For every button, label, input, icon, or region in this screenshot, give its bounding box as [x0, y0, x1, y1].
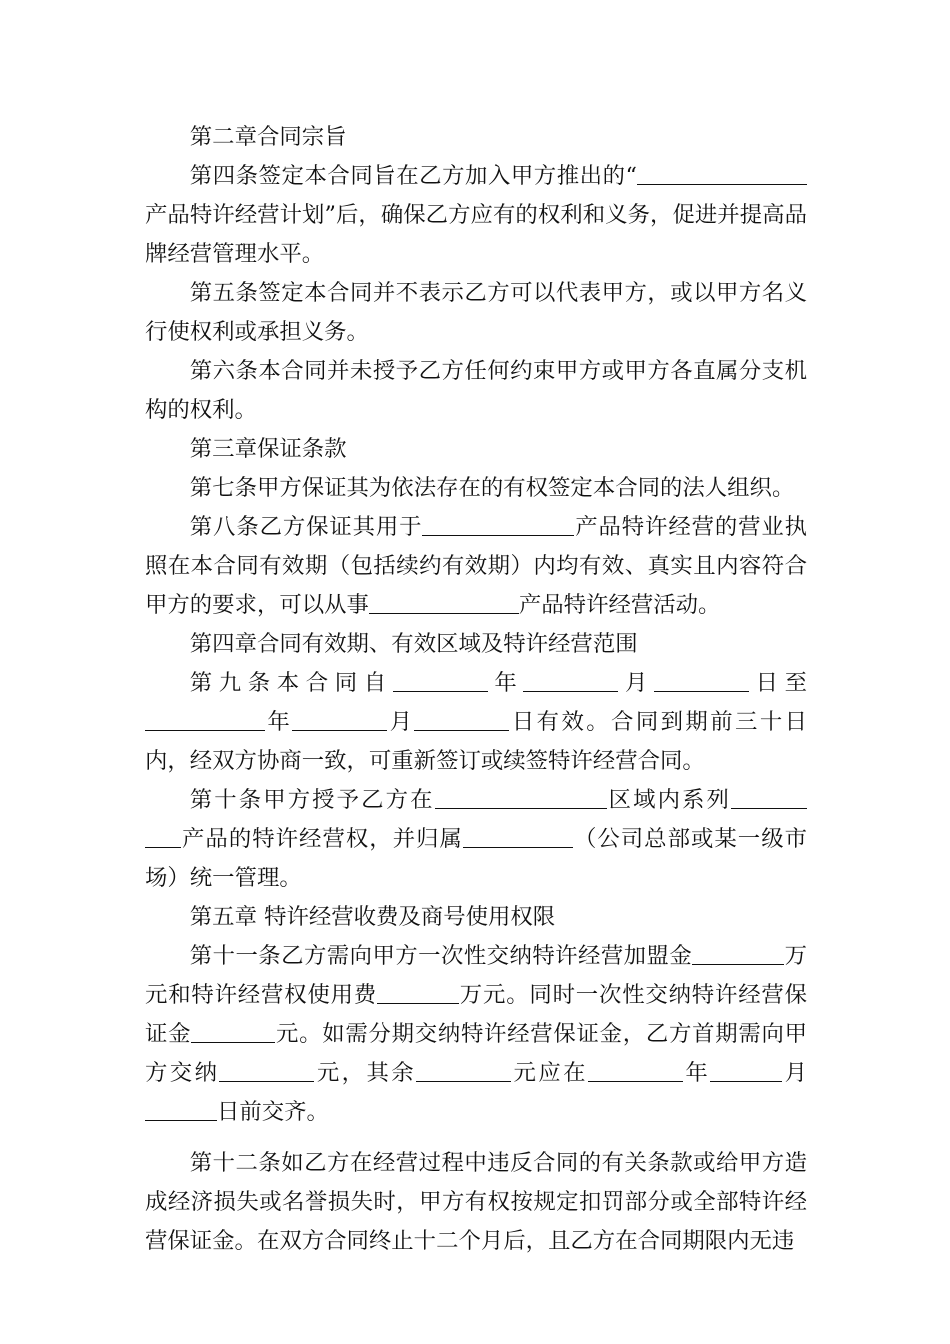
article-8-text-b: 产品特许经营的营业执照在本合同有效期（包括续约有效期）内均有效、真实且内容符合甲方的要求，可以从事	[145, 514, 808, 618]
article-7: 第七条甲方保证其为依法存在的有权签定本合同的法人组织。	[189, 475, 795, 501]
article-11	[145, 937, 807, 1132]
article-5: 第五条签定本合同并不表示乙方可以代表甲方，或以甲方名义行使权利或承担义务。	[145, 280, 807, 345]
article-11-text-f: 元应在	[511, 1060, 588, 1086]
article-10-text-c: 产品的特许经营权，并归属	[181, 826, 463, 852]
blank-product-name-3	[369, 590, 519, 615]
blank-end-day	[414, 707, 509, 732]
article-4-text-b: 产品特许经营计划”后，确保乙方应有的权利和义务，促进并提高品牌经营管理水平。	[145, 202, 807, 267]
article-6: 第六条本合同并未授予乙方任何约束甲方或甲方各直属分支机构的权利。	[145, 358, 807, 423]
blank-end-year-a	[145, 707, 233, 732]
blank-series-b	[145, 824, 181, 849]
year-label-3: 年	[682, 1060, 711, 1086]
blank-first-payment	[219, 1058, 314, 1083]
blank-usage-fee	[377, 980, 459, 1005]
year-label-2: 年	[265, 709, 293, 735]
day-to-label: 日至	[749, 670, 808, 696]
blank-product-name-2	[422, 512, 574, 537]
chapter-3-title: 第三章保证条款	[189, 436, 347, 462]
blank-end-month	[292, 707, 387, 732]
blank-pay-year	[588, 1058, 683, 1083]
article-10-text-d: （公司总部或某一级市场）统一管理。	[145, 826, 808, 891]
month-label-3: 月	[782, 1060, 808, 1086]
article-8	[145, 508, 807, 625]
chapter-5-title: 第五章 特许经营收费及商号使用权限	[189, 904, 556, 930]
blank-remainder	[416, 1058, 511, 1083]
article-12: 第十二条如乙方在经营过程中违反合同的有关条款或给甲方造成经济损失或名誉损失时，甲方有权按规定扣罚部分或全部特许经营保证金。在双方合同终止十二个月后，且乙方在合同期限内无违	[145, 1150, 807, 1254]
month-label: 月	[618, 670, 655, 696]
article-8-text-c: 产品特许经营活动。	[518, 592, 721, 618]
blank-deposit	[191, 1019, 275, 1044]
blank-product-name	[637, 161, 807, 186]
blank-region	[435, 785, 607, 810]
blank-belongs-to	[463, 824, 573, 849]
article-4	[145, 157, 807, 274]
blank-pay-year-b	[710, 1058, 782, 1083]
article-9	[145, 664, 807, 781]
blank-end-year-b	[233, 707, 265, 732]
article-10-text-a: 第十条甲方授予乙方在	[189, 787, 435, 813]
article-11-text-c: 万元。同时一次性交纳特许经营保证金	[145, 982, 807, 1047]
blank-start-year	[393, 668, 488, 693]
chapter-2-title: 第二章合同宗旨	[189, 124, 347, 150]
article-10	[145, 781, 807, 898]
article-11-text-a: 第十一条乙方需向甲方一次性交纳特许经营加盟金	[189, 943, 693, 969]
blank-start-month	[523, 668, 618, 693]
blank-franchise-fee	[692, 941, 784, 966]
blank-pay-month	[145, 1097, 217, 1122]
article-8-text-a: 第八条乙方保证其用于	[189, 514, 423, 540]
blank-series-a	[731, 785, 807, 810]
blank-start-day	[654, 668, 749, 693]
year-label: 年	[487, 670, 524, 696]
article-11-text-i: 日前交齐。	[217, 1099, 329, 1125]
article-9-text-a: 第九条本合同自	[189, 670, 393, 696]
chapter-4-title: 第四章合同有效期、有效区域及特许经营范围	[189, 631, 638, 657]
article-11-text-e: 元，其余	[314, 1060, 417, 1086]
article-9-text-b: 日有效。合同到期前三十日内，经双方协商一致，可重新签订或续签特许经营合同。	[145, 709, 808, 774]
article-11-text-d: 元。如需分期交纳特许经营保证金，乙方首期需向甲方交纳	[145, 1021, 808, 1086]
article-10-text-b: 区域内系列	[606, 787, 732, 813]
article-11-text-b: 万元和特许经营权使用费	[145, 943, 808, 1008]
month-label-2: 月	[387, 709, 415, 735]
article-4-text-a: 第四条签定本合同旨在乙方加入甲方推出的“	[189, 163, 637, 189]
contract-page	[145, 118, 807, 1261]
